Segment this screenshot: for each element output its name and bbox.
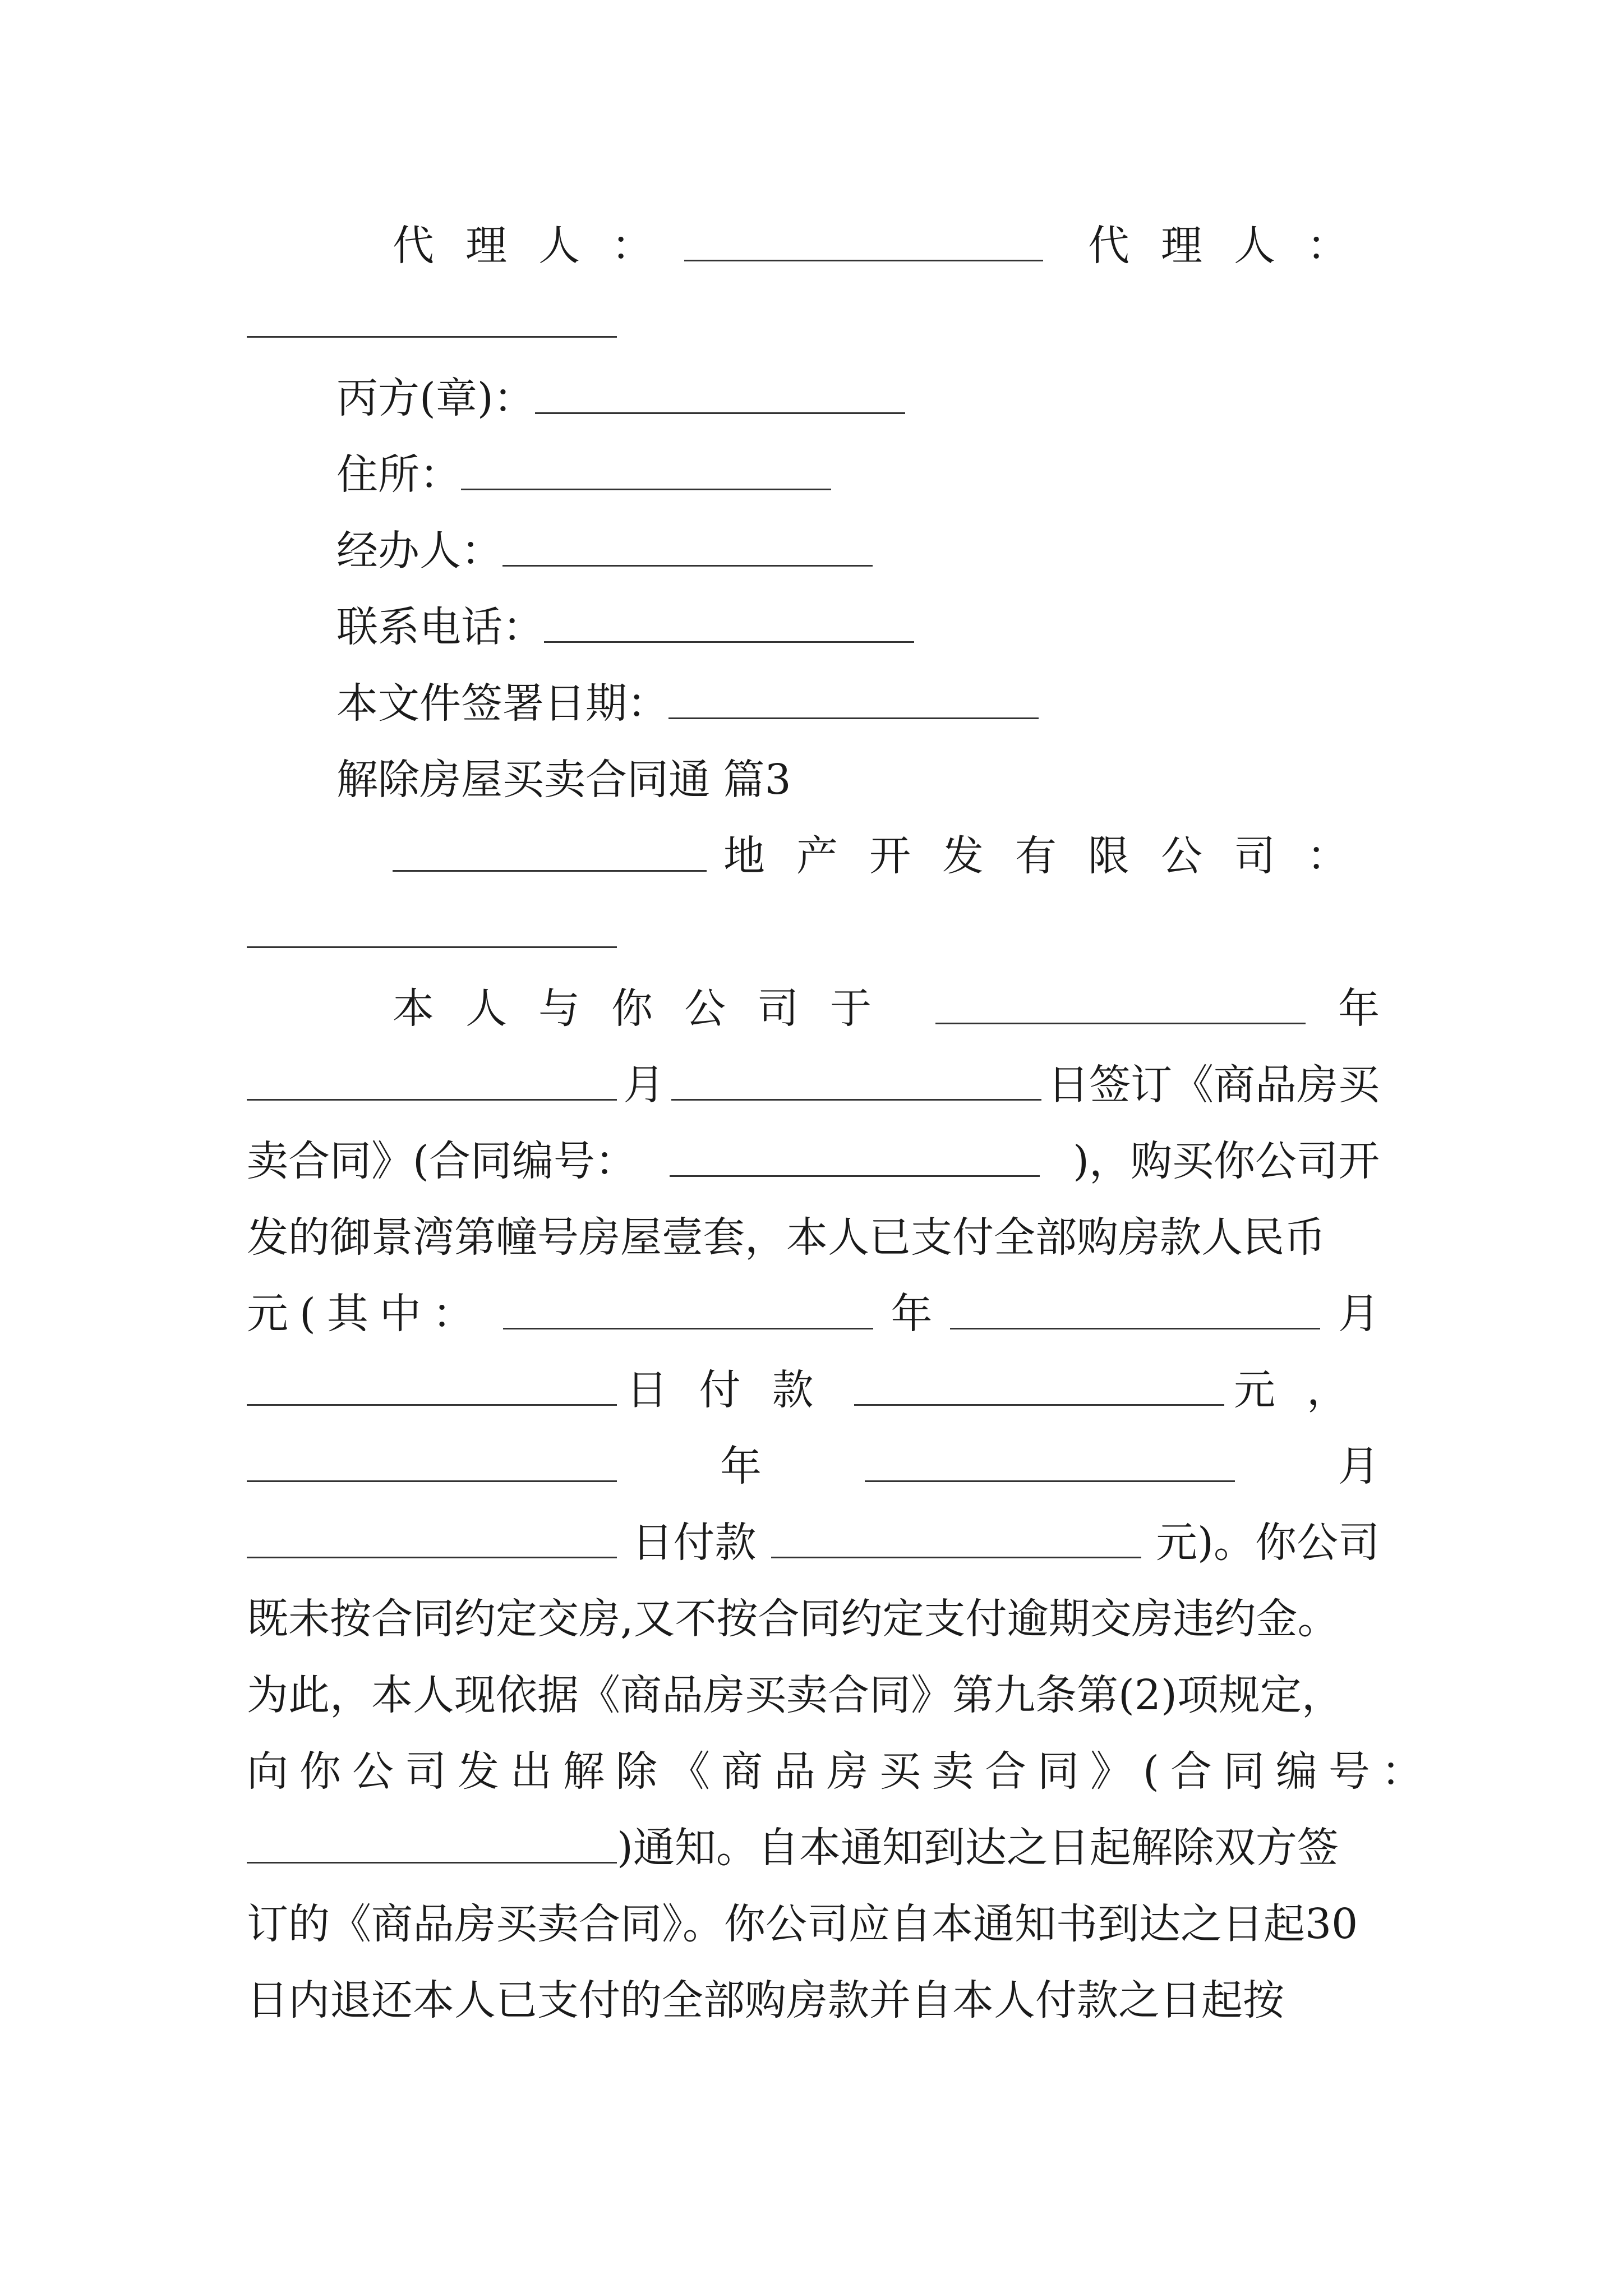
company-name-blank[interactable] bbox=[393, 870, 707, 872]
body-text-2b: 日签订《商品房买 bbox=[1047, 1061, 1380, 1109]
body-line-6 bbox=[247, 1352, 1380, 1428]
body-line-11 bbox=[247, 1733, 1434, 1810]
pay1-amount-blank[interactable] bbox=[854, 1404, 1224, 1406]
pay1-month-blank[interactable] bbox=[950, 1328, 1320, 1329]
recipient-continuation bbox=[247, 894, 1380, 970]
body-text-13: 订的《商品房买卖合同》。你公司应自本通知书到达之日起30 bbox=[247, 1900, 1358, 1948]
party-c-blank[interactable] bbox=[535, 412, 905, 414]
pay1-day-blank[interactable] bbox=[247, 1404, 617, 1406]
phone-blank[interactable] bbox=[544, 641, 914, 643]
body-text-4: 发的御景湾第幢号房屋壹套，本人已支付全部购房款人民币 bbox=[247, 1213, 1326, 1262]
sign-date-line bbox=[336, 665, 1380, 742]
contract-number-blank[interactable] bbox=[670, 1175, 1040, 1177]
section-title: 解除房屋买卖合同通 篇3 bbox=[336, 756, 791, 804]
body-text-9: 既未按合同约定交房,又不按合同约定支付逾期交房违约金。 bbox=[247, 1595, 1339, 1643]
body-line-12 bbox=[247, 1810, 1380, 1886]
body-line-4 bbox=[247, 1199, 1380, 1276]
body-text-1a: 本人与你公司于 bbox=[393, 984, 903, 1033]
body-text-7b: 月 bbox=[1338, 1442, 1380, 1490]
address-line bbox=[336, 436, 1380, 513]
handler-blank[interactable] bbox=[502, 565, 873, 567]
body-text-5c: 月 bbox=[1338, 1290, 1380, 1338]
body-text-14: 日内退还本人已支付的全部购房款并自本人付款之日起按 bbox=[247, 1976, 1284, 2024]
agent-blank-1[interactable] bbox=[684, 260, 1043, 261]
pay2-day-blank[interactable] bbox=[247, 1557, 617, 1558]
section-heading bbox=[336, 742, 1380, 818]
body-text-2a: 月 bbox=[623, 1061, 665, 1109]
body-line-14 bbox=[247, 1962, 1380, 2039]
body-text-8a: 日付款 bbox=[631, 1519, 757, 1567]
recipient-blank[interactable] bbox=[247, 946, 617, 948]
body-text-8b: 元)。你公司 bbox=[1156, 1519, 1380, 1567]
sign-date-blank[interactable] bbox=[668, 717, 1039, 719]
agent-line bbox=[393, 208, 1380, 284]
body-text-6a: 日付款 bbox=[626, 1366, 845, 1414]
body-line-2 bbox=[247, 1047, 1380, 1123]
body-line-10 bbox=[247, 1657, 1380, 1733]
body-text-6b: 元， bbox=[1233, 1366, 1380, 1414]
body-line-3 bbox=[247, 1123, 1380, 1199]
sign-month-blank[interactable] bbox=[247, 1099, 617, 1101]
pay2-month-blank[interactable] bbox=[865, 1480, 1235, 1482]
handler-label: 经办人： bbox=[336, 527, 502, 575]
body-text-12: )通知。自本通知到达之日起解除双方签 bbox=[617, 1824, 1339, 1872]
agent-blank-2[interactable] bbox=[247, 336, 617, 338]
sign-day-blank[interactable] bbox=[671, 1099, 1041, 1101]
pay2-amount-blank[interactable] bbox=[771, 1557, 1141, 1558]
party-c-label: 丙方(章)： bbox=[336, 374, 535, 422]
body-text-3a: 卖合同》(合同编号： bbox=[247, 1137, 637, 1185]
body-text-7a: 年 bbox=[720, 1442, 762, 1490]
pay1-year-blank[interactable] bbox=[503, 1328, 873, 1329]
body-text-10: 为此，本人现依据《商品房买卖合同》第九条第(2)项规定， bbox=[247, 1671, 1343, 1719]
body-text-3b: )，购买你公司开 bbox=[1073, 1137, 1380, 1185]
body-line-13 bbox=[247, 1886, 1380, 1962]
sign-year-blank[interactable] bbox=[935, 1023, 1306, 1024]
party-c-line bbox=[336, 360, 1380, 436]
body-text-5b: 年 bbox=[891, 1290, 933, 1338]
handler-line bbox=[336, 513, 1380, 589]
body-line-7 bbox=[247, 1428, 1380, 1504]
recipient-line bbox=[393, 818, 1380, 894]
agent-continuation bbox=[247, 284, 1380, 360]
agent-label-1: 代理人： bbox=[393, 222, 684, 270]
body-text-11: 向你公司发出解除《商品房买卖合同》(合同编号： bbox=[247, 1747, 1434, 1796]
body-line-1 bbox=[393, 970, 1380, 1047]
pay2-year-blank[interactable] bbox=[247, 1480, 617, 1482]
body-line-8 bbox=[247, 1504, 1380, 1581]
body-text-5a: 元(其中： bbox=[247, 1290, 485, 1338]
contract-number-blank-2[interactable] bbox=[247, 1862, 617, 1864]
address-blank[interactable] bbox=[461, 489, 831, 490]
phone-label: 联系电话： bbox=[336, 603, 544, 651]
address-label: 住所： bbox=[336, 450, 461, 499]
body-line-5 bbox=[247, 1276, 1380, 1352]
body-line-9 bbox=[247, 1581, 1380, 1657]
sign-date-label: 本文件签署日期： bbox=[336, 679, 668, 728]
agent-label-2: 代理人： bbox=[1088, 222, 1380, 270]
phone-line bbox=[336, 589, 1380, 665]
recipient-label: 地产开发有限公司： bbox=[723, 832, 1380, 880]
body-text-1b: 年 bbox=[1338, 984, 1380, 1033]
